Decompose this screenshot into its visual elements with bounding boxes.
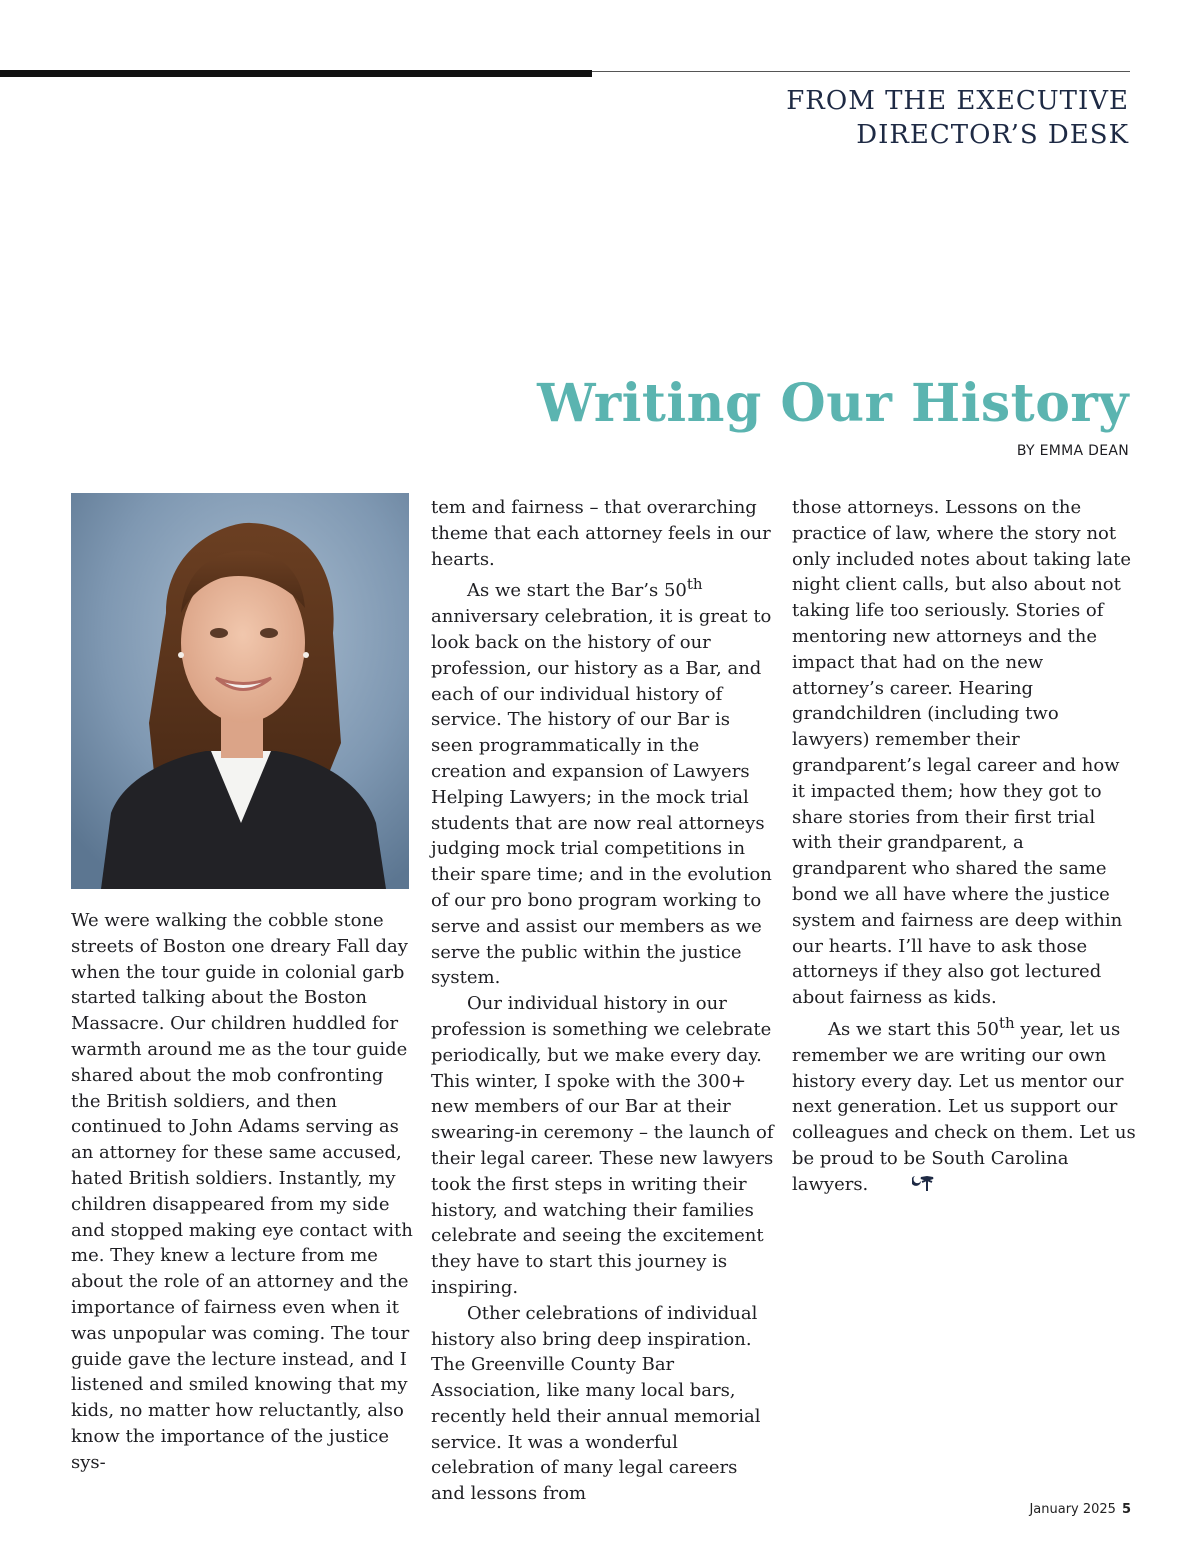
column-2-paragraph-2-rest: anniversary celebration, it is great to look back on the history of our profession, our history as a Bar, and each of our individual history of service. The history of our Bar is seen programmatically in the creation and expansion of Lawyers Helping Lawyers; in the mock trial students that are now real attorneys judging mock trial competitions in their spare time; and in the evolution of our pro bono program working to serve and assist our members as we serve the public within the justice system. — [431, 606, 772, 989]
article-column-2 — [431, 495, 776, 1507]
article-column-1 — [71, 908, 413, 1476]
column-2-paragraph-1: tem and fairness – that overarching theme that each attorney feels in our hearts. — [431, 497, 771, 570]
palmetto-moon-icon — [876, 1174, 934, 1200]
article-title: Writing Our History — [537, 373, 1129, 434]
ordinal-suffix: th — [686, 575, 703, 594]
author-portrait — [71, 493, 409, 889]
column-2-paragraph-3: Our individual history in our profession is something we celebrate periodically, but we make every day. This winter, I spoke with the 300+ new members of our Bar at their swearing-in ceremony – the launch of their legal career. These new lawyers took the first steps in writing their history, and watching their families celebrate and seeing the excitement they have to start this journey is inspiring. — [431, 993, 774, 1298]
article-byline: BY EMMA DEAN — [1016, 443, 1129, 459]
portrait-left-eye — [210, 628, 228, 638]
column-3-paragraph-2 — [792, 1011, 1137, 1200]
section-header — [786, 84, 1129, 152]
article-column-3 — [792, 495, 1137, 1200]
page-number: 5 — [1121, 1502, 1131, 1517]
ordinal-suffix: th — [998, 1013, 1015, 1032]
column-3-paragraph-2-rest: year, let us remember we are writing our own history every day. Let us mentor our next generation. Let us support our colleagues and check on them. Let us be proud to be South Carolina lawyers. — [792, 1018, 1136, 1195]
column-1-paragraph-1: We were walking the cobble stone streets of Boston one dreary Fall day when the tour guide in colonial garb started talking about the Boston Massacre. Our children huddled for warmth around me as the tour guide shared about the mob confronting the British soldiers, and then continued to John Adams serving as an attorney for these same accused, hated British soldiers. Instantly, my children disappeared from my side and stopped making eye contact with me. They knew a lecture from me about the role of an attorney and the importance of fairness even when it was unpopular was coming. The tour guide gave the lecture instead, and I listened and smiled knowing that my kids, no matter how reluctantly, also know the importance of the justice sys- — [71, 910, 413, 1473]
column-3-paragraph-2-start: As we start this 50 — [828, 1018, 999, 1040]
section-header-line2: DIRECTOR’S DESK — [856, 120, 1129, 150]
column-3-paragraph-1: those attorneys. Lessons on the practice of law, where the story not only included notes about taking late night client calls, but also about not taking life too seriously. Stories of mentoring new attorneys and the impact that had on the new attorney’s career. Hearing grandchildren (including two lawyers) remember their grandparent’s legal career and how it impacted them; how they got to share stories from their first trial with their grandparent, a grandparent who shared the same bond we all have where the justice system and fairness are deep within our hearts. I’ll have to ask those attorneys if they also got lectured about fairness as kids. — [792, 497, 1132, 1009]
portrait-earring-right — [303, 652, 309, 658]
column-2-paragraph-4: Other celebrations of individual history also bring deep inspiration. The Greenville County Bar Association, like many local bars, recently held their annual memorial service. It was a wonderful celebration of many legal careers and lessons from — [431, 1302, 761, 1505]
column-2-paragraph-2 — [431, 572, 776, 991]
header-rule-thin — [592, 71, 1130, 72]
issue-date: January 2025 — [1029, 1502, 1116, 1517]
portrait-right-eye — [260, 628, 278, 638]
header-rule-thick — [0, 70, 592, 77]
column-2-paragraph-2-start: As we start the Bar’s 50 — [467, 580, 687, 602]
portrait-earring-left — [178, 652, 184, 658]
page-footer — [1029, 1502, 1131, 1517]
section-header-line1: FROM THE EXECUTIVE — [786, 86, 1129, 116]
